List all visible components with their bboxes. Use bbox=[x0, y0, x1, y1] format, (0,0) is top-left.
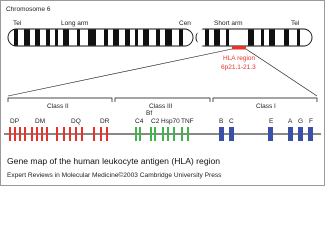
chromosome-ideogram bbox=[8, 29, 312, 46]
zoom-line-right bbox=[246, 49, 317, 96]
gene-label-c4: C4 bbox=[135, 118, 144, 125]
gene-label-e: E bbox=[269, 118, 274, 125]
gene-block bbox=[135, 127, 137, 141]
chromosome-band bbox=[284, 30, 289, 46]
gene-block bbox=[106, 127, 108, 141]
long-arm-label: Long arm bbox=[61, 20, 89, 27]
gene-block bbox=[24, 127, 26, 141]
gene-block bbox=[229, 127, 234, 141]
chromosome-band bbox=[55, 30, 58, 46]
chromosome-band bbox=[46, 30, 50, 46]
gene-block bbox=[19, 127, 21, 141]
gene-block bbox=[187, 127, 189, 141]
chromosome-band bbox=[297, 30, 300, 46]
gene-block bbox=[150, 127, 152, 141]
gene-label-c2: C2 bbox=[151, 118, 160, 125]
chromosome-band bbox=[24, 30, 30, 46]
tel-left-label: Tel bbox=[13, 20, 22, 27]
class-iii-label: Class III bbox=[149, 103, 173, 110]
chromosome-band bbox=[113, 30, 119, 46]
class-iii-bracket bbox=[115, 98, 210, 102]
chromosome-band bbox=[63, 30, 69, 46]
chromosome-band bbox=[135, 30, 138, 46]
gene-block bbox=[167, 127, 169, 141]
gene-block bbox=[298, 127, 303, 141]
class-brackets bbox=[8, 98, 317, 102]
chromosome-band bbox=[261, 30, 264, 46]
hla-region-label: HLA region bbox=[223, 55, 256, 62]
hla-region-location: 6p21.1-21.3 bbox=[221, 64, 256, 71]
figure-caption: Gene map of the human leukocyte antigen (HLA) region bbox=[7, 156, 221, 166]
chromosome-band bbox=[179, 30, 183, 46]
zoom-line-left bbox=[8, 49, 232, 96]
chromosome-band bbox=[125, 30, 130, 46]
gene-label-f: F bbox=[309, 118, 313, 125]
gene-block bbox=[173, 127, 175, 141]
gene-block bbox=[56, 127, 58, 141]
gene-block bbox=[81, 127, 83, 141]
short-arm-label: Short arm bbox=[214, 20, 243, 27]
gene-label-dr: DR bbox=[100, 118, 110, 125]
gene-block bbox=[139, 127, 141, 141]
gene-block bbox=[14, 127, 16, 141]
chromosome-title: Chromosome 6 bbox=[6, 6, 51, 13]
gene-block bbox=[154, 127, 156, 141]
class-i-label: Class I bbox=[256, 103, 276, 110]
class-ii-bracket bbox=[8, 98, 112, 102]
chromosome-band bbox=[269, 30, 275, 46]
chromosome-band bbox=[165, 30, 172, 46]
chromosome-band bbox=[205, 30, 209, 46]
tel-right-label: Tel bbox=[291, 20, 300, 27]
figure-credit: Expert Reviews in Molecular Medicine©2003 Cambridge University Press bbox=[7, 172, 222, 179]
chromosome-band bbox=[14, 30, 18, 46]
gene-block bbox=[162, 127, 164, 141]
class-i-bracket bbox=[213, 98, 317, 102]
gene-block bbox=[100, 127, 102, 141]
chromosome-band bbox=[104, 30, 108, 46]
gene-block bbox=[181, 127, 183, 141]
cen-label: Cen bbox=[179, 20, 191, 27]
gene-label-tnf: TNF bbox=[181, 118, 194, 125]
gene-block bbox=[288, 127, 293, 141]
gene-block bbox=[9, 127, 11, 141]
hla-region-marker bbox=[232, 46, 246, 50]
gene-label-dm: DM bbox=[35, 118, 46, 125]
gene-label-bf: Bf bbox=[146, 110, 153, 117]
chromosome-band bbox=[88, 30, 96, 46]
gene-block bbox=[219, 127, 224, 141]
gene-block bbox=[308, 127, 313, 141]
gene-block bbox=[63, 127, 65, 141]
gene-label-dp: DP bbox=[10, 118, 20, 125]
gene-block bbox=[36, 127, 38, 141]
chromosome-band bbox=[156, 30, 160, 46]
gene-block bbox=[93, 127, 95, 141]
gene-label-g: G bbox=[298, 118, 304, 125]
gene-label-b: B bbox=[219, 118, 224, 125]
chromosome-band bbox=[35, 30, 40, 46]
gene-label-dq: DQ bbox=[71, 118, 81, 125]
gene-block bbox=[268, 127, 273, 141]
class-ii-label: Class II bbox=[47, 103, 69, 110]
chromosome-band bbox=[248, 30, 254, 46]
chromosome-band bbox=[214, 30, 220, 46]
chromosome-band bbox=[77, 30, 80, 46]
chromosome-band bbox=[143, 30, 149, 46]
gene-block bbox=[75, 127, 77, 141]
chromosome-band bbox=[226, 30, 229, 46]
gene-block bbox=[46, 127, 48, 141]
gene-label-c: C bbox=[229, 118, 234, 125]
gene-label-a: A bbox=[288, 118, 293, 125]
gene-block bbox=[41, 127, 43, 141]
gene-block bbox=[69, 127, 71, 141]
gene-block bbox=[31, 127, 33, 141]
gene-label-hsp70: Hsp70 bbox=[161, 118, 180, 125]
